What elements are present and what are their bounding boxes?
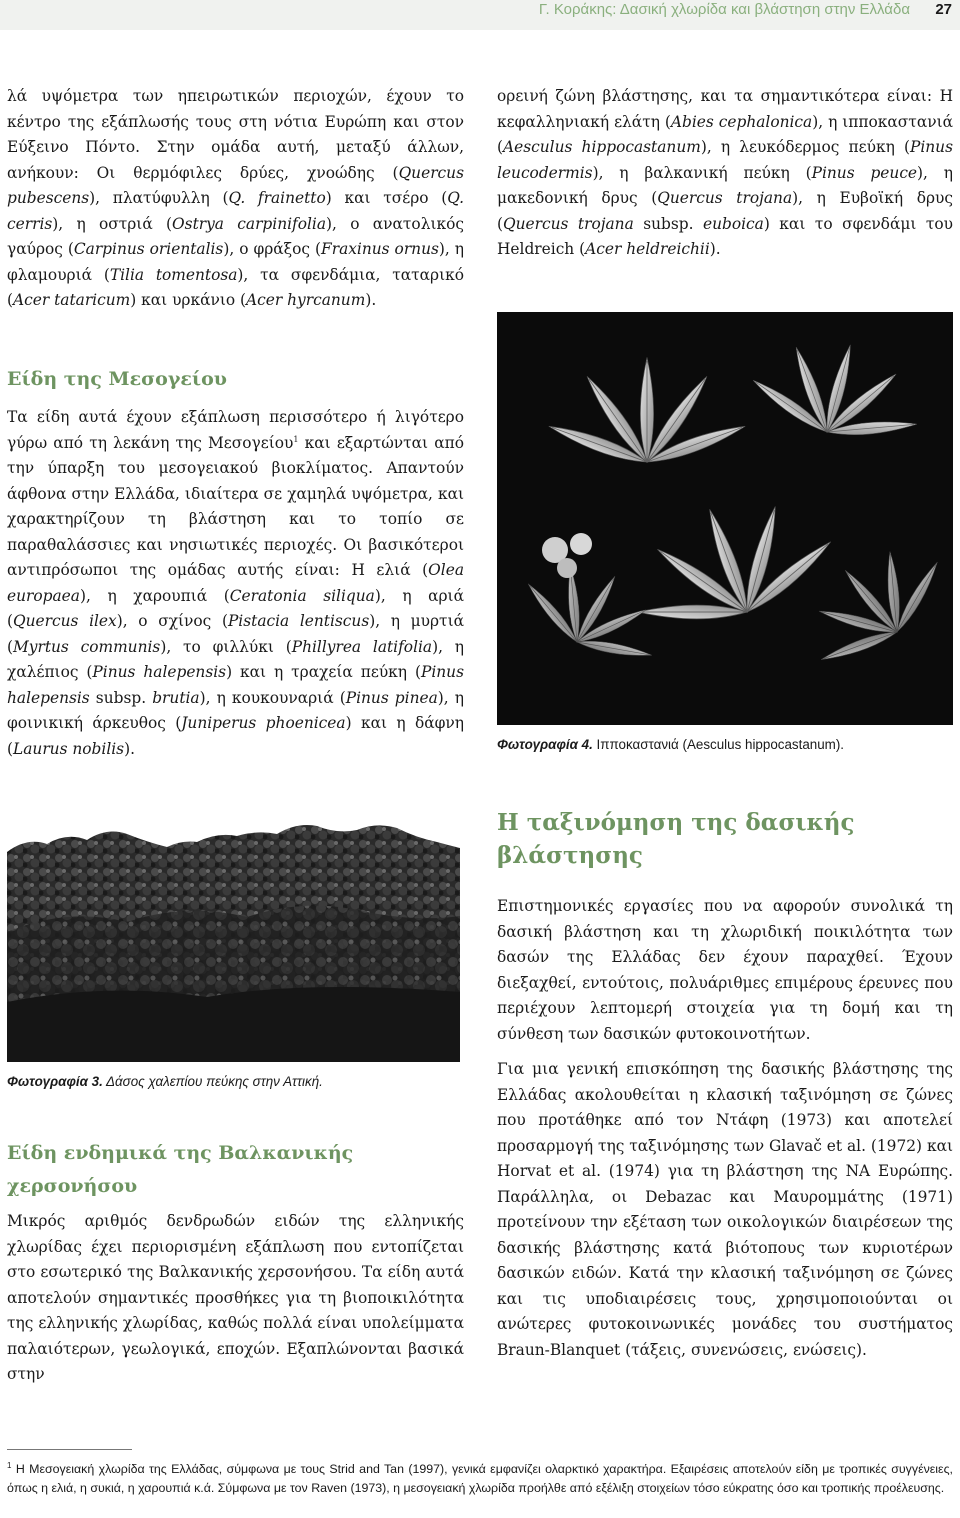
- col1-paragraph-1: λά υψόμετρα των ηπειρωτικών περιοχών, έχουν το κέντρο της εξάπλωσής τους στη νότια Ευρώπη και στον Εύξεινο Πόντο. Στην ομάδα αυτή, μεταξύ άλλων, ανήκουν: Οι θερμόφιλες δρύες, χνοώδης (Quercus pubescens), πλατύφυλλη (Q. frainetto) και τσέρο (Q. cerris), η οστριά (Ostrya carpinifolia), ο ανατολικός γαύρος (Carpinus orientalis), ο φράξος (Fraxinus ornus), η φλαμουριά (Tilia tomentosa), τα σφενδάμια, ταταρικό (Acer tataricum) και υρκάνιο (Acer hyrcanum).: [7, 87, 465, 309]
- page-header: [0, 0, 960, 30]
- photo3-caption: Φωτογραφία 3. Δάσος χαλεπίου πεύκης στην Αττική.: [7, 1074, 323, 1089]
- col2-paragraph-2: Επιστημονικές εργασίες που να αφορούν συνολικά τη δασική βλάστηση και τη χλωριδική ποικιλότητα των δασών της Ελλάδας δεν έχουν παραχθεί. Έχουν διεξαχθεί, εντούτοις, πολυάριθμες επιμέρους έρευνες που περιέχουν λεπτομερή στοιχεία για τη δομή και τη σύνθεση των δασικών φυτοκοινοτήτων.: [497, 897, 953, 1043]
- section-title-mediterranean: Είδη της Μεσογείου: [7, 368, 227, 390]
- section-title-balkan-endemics: Είδη ενδημικά της Βαλκανικής χερσονήσου: [7, 1142, 354, 1197]
- col2-paragraph-3: Για μια γενική επισκόπηση της δασικής βλάστησης της Ελλάδας ακολουθείται η κλασική ταξινόμηση σε ζώνες που προτάθηκε από τον Ντάφη (1973) και αποτελεί προσαρμογή της ταξινόμησης των Glavač et al. (1972) και Horvat et al. (1974) για τη βλάστηση της ΝΑ Ευρώπης. Παράλληλα, οι Debazac και Μαυρομμάτης (1971) προτείνουν την εξέταση των οικολογικών διαιρέσεων της δασικής βλάστησης κατά βιότοπους των κυριοτέρων δασικών ειδών. Κατά την κλασική ταξινόμηση σε ζώνες και τις υποδιαιρέσεις τους, χρησιμοποιούνται οι ανώτερες φυτοκοινωνικές μονάδες του συστήματος Braun-Blanquet (τάξεις, συνενώσεις, ενώσεις).: [497, 1060, 953, 1359]
- photo-pine-forest: [7, 812, 460, 1062]
- photo4-caption: Φωτογραφία 4. Ιπποκαστανιά (Aesculus hippocastanum).: [497, 737, 844, 752]
- forest-image: [7, 812, 460, 1062]
- footnote: $^1$ Η Μεσογειακή χλωρίδα της Ελλάδας, σύμφωνα με τους Strid and Tan (1997), γενικά εμφανίζει ολαρκτικό χαρακτήρα. Εξαιρέσεις αποτελούν είδη με τροπικές συγγένειες, όπως η ελιά, η συκιά, η χαρουπιά κ.ά. Σύμφωνα με τον Raven (1973), η μεσογειακή χλωρίδα προήλθε από εξέλιξη στοιχείων τόσο εύκρατης όσο και τροπικής προέλευσης.: [7, 1460, 953, 1495]
- page-number: 27: [935, 1, 952, 18]
- chestnut-burrs: [542, 533, 592, 578]
- section-title-classification: Η ταξινόμηση της δασικής βλάστησης: [497, 809, 855, 869]
- col2-paragraph-1: ορεινή ζώνη βλάστησης, και τα σημαντικότερα είναι: Η κεφαλληνιακή ελάτη (Abies cephalonica), η ιπποκαστανιά (Aesculus hippocastanum), η λευκόδερμος πεύκη (Pinus leucodermis), η βαλκανική πεύκη (Pinus peuce), η μακεδονική δρυς (Quercus trojana), η Ευβοϊκή δρυς (Quercus trojana subsp. euboica) και το σφενδάμι του Heldreich (Acer heldreichii).: [497, 87, 953, 258]
- footnote-divider: [7, 1449, 132, 1450]
- photo-horse-chestnut: [497, 312, 953, 725]
- leaves-image: [497, 312, 953, 725]
- col1-paragraph-2: Τα είδη αυτά έχουν εξάπλωση περισσότερο ή λιγότερο γύρω από τη λεκάνη της Μεσογείου$^1$ και εξαρτώνται από την ύπαρξη του μεσογειακού βιοκλίματος. Απαντούν άφθονα στην Ελλάδα, ιδιαίτερα σε χαμηλά υψόμετρα, και χαρακτηρίζουν τη βλάστηση και το τοπίο σε παραθαλάσσιες και νησιωτικές περιοχές. Οι βασικότεροι αντιπρόσωποι της ομάδας αυτής είναι: Η ελιά (Olea europaea), η χαρουπιά (Ceratonia siliqua), η αριά (Quercus ilex), ο σχίνος (Pistacia lentiscus), η μυρτιά (Myrtus communis), το φιλλύκι (Phillyrea latifolia), η χαλέπιος (Pinus halepensis) και η τραχεία πεύκη (Pinus halepensis subsp. brutia), η κουκουναριά (Pinus pinea), η φοινικική άρκευθος (Juniperus phoenicea) και η δάφνη (Laurus nobilis).: [7, 408, 465, 758]
- col1-paragraph-3: Μικρός αριθμός δενδρωδών ειδών της ελληνικής χλωρίδας έχει περιορισμένη εξάπλωση που εντοπίζεται στο εσωτερικό της Βαλκανικής χερσονήσου. Τα είδη αυτά αποτελούν σημαντικές προσθήκες για τη βιοποικιλότητα της ελληνικής χλωρίδας, καθώς πολλά είναι υπολείμματα παλαιότερων, γεωλογικά, εποχών. Εξαπλώνονται βασικά στην: [7, 1212, 464, 1383]
- running-title: Γ. Κοράκης: Δασική χλωρίδα και βλάστηση στην Ελλάδα: [538, 1, 910, 18]
